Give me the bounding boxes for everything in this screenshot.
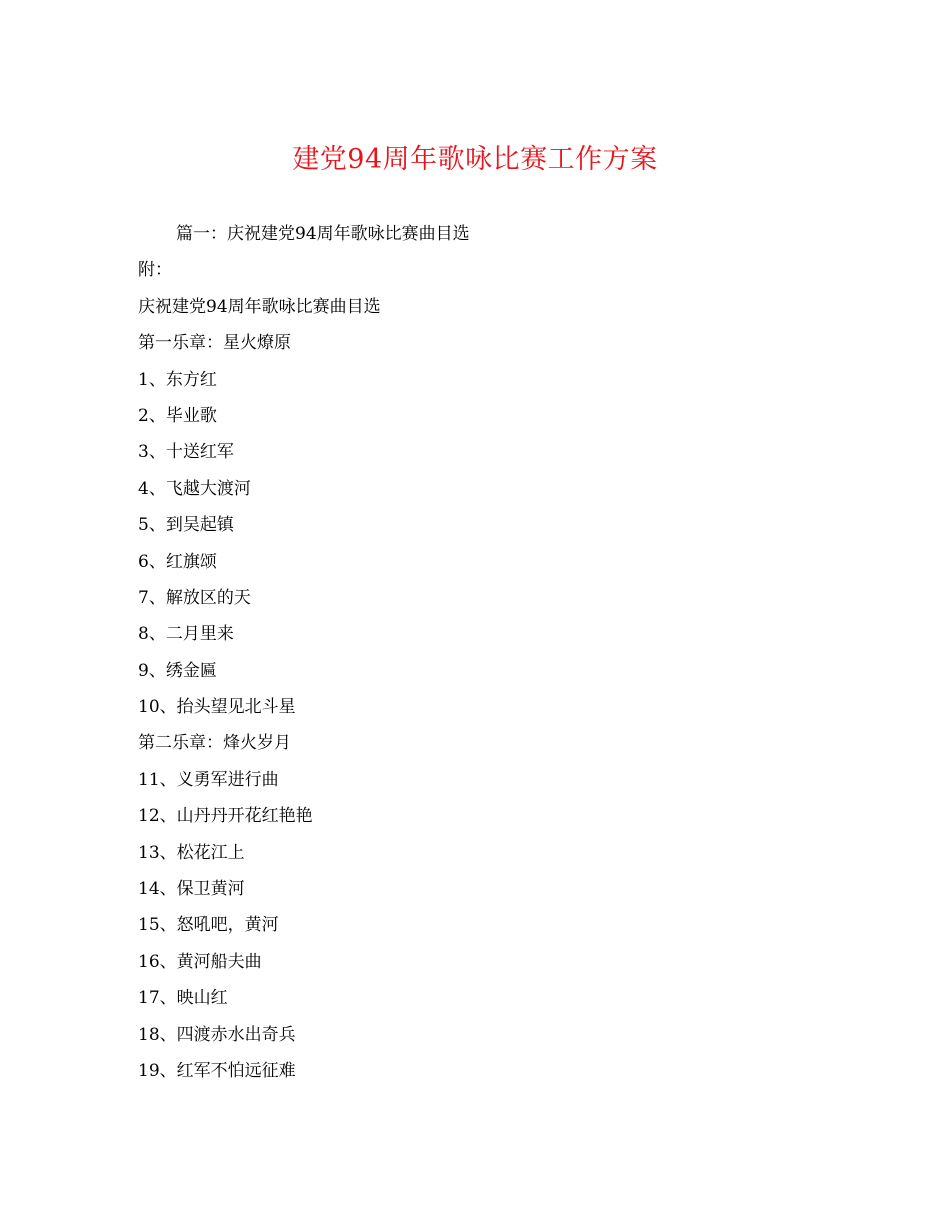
list-item: 19、红军不怕远征难 <box>138 1060 296 1081</box>
paragraph-line: 附： <box>138 260 172 281</box>
list-item: 3、十送红军 <box>138 442 234 463</box>
list-item: 5、到吴起镇 <box>138 515 234 536</box>
section-heading: 篇一：庆祝建党94周年歌咏比赛曲目选 <box>176 224 470 244</box>
list-item: 17、映山红 <box>138 988 228 1009</box>
list-item: 7、解放区的天 <box>138 587 251 608</box>
list-title: 庆祝建党94周年歌咏比赛曲目选 <box>138 296 381 317</box>
list-item: 12、山丹丹开花红艳艳 <box>138 806 313 827</box>
list-item: 15、怒吼吧，黄河 <box>138 915 279 936</box>
list-item: 10、抬头望见北斗星 <box>138 697 296 718</box>
document-body <box>138 218 818 1091</box>
list-item: 13、松花江上 <box>138 842 245 863</box>
list-item: 8、二月里来 <box>138 624 234 645</box>
list-item: 1、东方红 <box>138 369 217 390</box>
chapter-heading: 第二乐章：烽火岁月 <box>138 733 291 754</box>
list-item: 6、红旗颂 <box>138 551 217 572</box>
list-item: 11、义勇军进行曲 <box>138 769 279 790</box>
document-title: 建党94周年歌咏比赛工作方案 <box>292 144 658 175</box>
list-item: 2、毕业歌 <box>138 405 217 426</box>
list-item: 4、飞越大渡河 <box>138 478 251 499</box>
list-item: 18、四渡赤水出奇兵 <box>138 1024 296 1045</box>
list-item: 16、黄河船夫曲 <box>138 951 262 972</box>
list-item: 9、绣金匾 <box>138 660 217 681</box>
chapter-heading: 第一乐章：星火燎原 <box>138 333 291 354</box>
list-item: 14、保卫黄河 <box>138 879 245 900</box>
